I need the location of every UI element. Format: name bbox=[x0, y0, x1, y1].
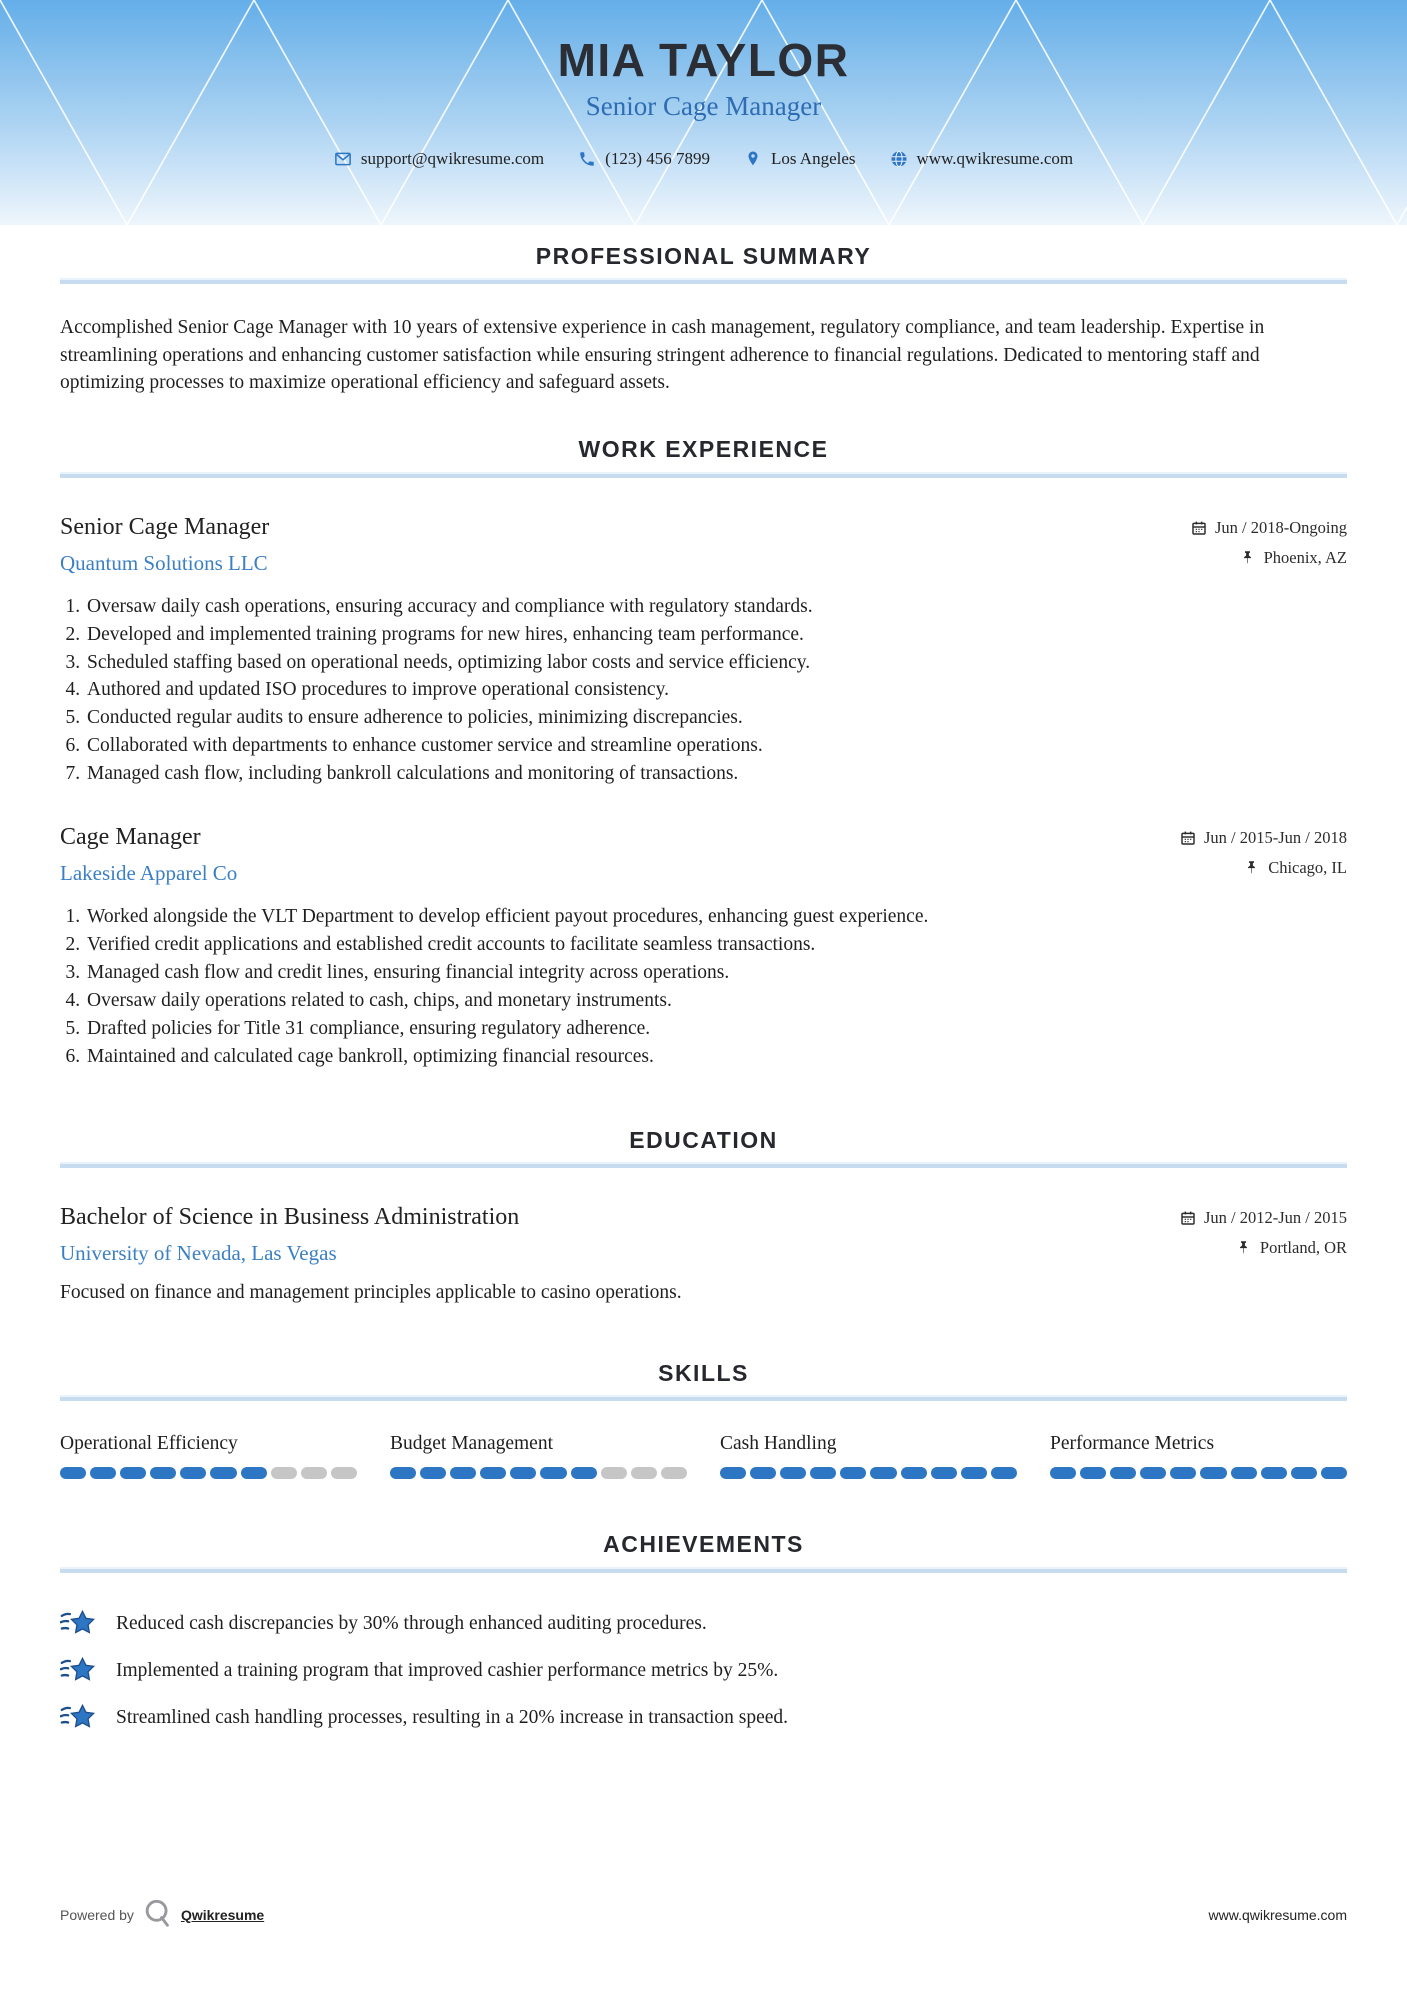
job-duty: 5. Drafted policies for Title 31 compliance, ensuring regulatory adherence. bbox=[85, 1016, 1347, 1043]
footer-website-link[interactable]: www.qwikresume.com bbox=[1208, 1907, 1347, 1923]
skill-name: Budget Management bbox=[390, 1433, 553, 1455]
skill-segment bbox=[510, 1467, 536, 1479]
skill-segment bbox=[631, 1467, 657, 1479]
person-job-title: Senior Cage Manager bbox=[585, 91, 822, 122]
skill-level-bar bbox=[60, 1467, 357, 1479]
achievement-text: Streamlined cash handling processes, resulting in a 20% increase in transaction speed. bbox=[116, 1706, 789, 1728]
achievement-text: Reduced cash discrepancies by 30% through enhanced auditing procedures. bbox=[116, 1612, 707, 1634]
job-duty: 2. Developed and implemented training programs for new hires, enhancing team performance. bbox=[85, 622, 1347, 649]
work-title: WORK EXPERIENCE bbox=[578, 436, 829, 463]
skill-segment bbox=[991, 1467, 1017, 1479]
job-duty: 4. Authored and updated ISO procedures to improve operational consistency. bbox=[85, 677, 1347, 704]
achievement-text: Implemented a training program that improved cashier performance metrics by 25%. bbox=[116, 1659, 779, 1681]
job-duty: 2. Verified credit applications and established credit accounts to facilitate seamless transactions. bbox=[85, 932, 1347, 959]
job-duty: 4. Oversaw daily operations related to cash, chips, and monetary instruments. bbox=[85, 988, 1347, 1015]
pushpin-icon bbox=[1236, 1240, 1252, 1256]
skill-segment bbox=[1231, 1467, 1257, 1479]
skill-segment bbox=[840, 1467, 866, 1479]
resume-body bbox=[0, 225, 1407, 1735]
skill-name: Operational Efficiency bbox=[60, 1433, 238, 1455]
job-duty-list bbox=[60, 594, 1347, 788]
calendar-icon bbox=[1180, 830, 1196, 846]
skill-level-bar bbox=[720, 1467, 1017, 1479]
skill-segment bbox=[390, 1467, 416, 1479]
skill-segment bbox=[1140, 1467, 1166, 1479]
skill-segment bbox=[301, 1467, 327, 1479]
section-divider bbox=[60, 1162, 1347, 1168]
skill-segment bbox=[1291, 1467, 1317, 1479]
skill-segment bbox=[720, 1467, 746, 1479]
achievements-title: ACHIEVEMENTS bbox=[603, 1531, 804, 1558]
achievement-item bbox=[60, 1607, 1347, 1641]
contact-website[interactable] bbox=[890, 149, 1074, 169]
job-duty: 1. Oversaw daily cash operations, ensuring accuracy and compliance with regulatory standards. bbox=[85, 594, 1347, 621]
job-duty: 3. Managed cash flow and credit lines, ensuring financial integrity across operations. bbox=[85, 960, 1347, 987]
skill-segment bbox=[1110, 1467, 1136, 1479]
education-dates: Jun / 2012-Jun / 2015 bbox=[1203, 1207, 1347, 1227]
skill-segment bbox=[90, 1467, 116, 1479]
skill-segment bbox=[60, 1467, 86, 1479]
job-duty: 6. Collaborated with departments to enhance customer service and streamline operations. bbox=[85, 733, 1347, 760]
skill-segment bbox=[1080, 1467, 1106, 1479]
summary-section-header bbox=[60, 243, 1347, 284]
skills-section-header bbox=[60, 1360, 1347, 1401]
skill-item bbox=[720, 1433, 1017, 1479]
contact-row bbox=[0, 149, 1407, 169]
section-divider bbox=[60, 278, 1347, 284]
contact-location-text: Los Angeles bbox=[770, 149, 856, 169]
skill-segment bbox=[901, 1467, 927, 1479]
job-location: Phoenix, AZ bbox=[1263, 547, 1347, 567]
skill-segment bbox=[1200, 1467, 1226, 1479]
skill-segment bbox=[480, 1467, 506, 1479]
job-entry bbox=[60, 514, 1347, 788]
calendar-icon bbox=[1191, 520, 1207, 536]
phone-icon bbox=[578, 150, 596, 168]
skill-segment bbox=[180, 1467, 206, 1479]
skill-segment bbox=[271, 1467, 297, 1479]
pushpin-icon bbox=[1244, 860, 1260, 876]
skill-segment bbox=[1050, 1467, 1076, 1479]
contact-phone-text: (123) 456 7899 bbox=[605, 149, 710, 169]
skill-segment bbox=[420, 1467, 446, 1479]
summary-text: Accomplished Senior Cage Manager with 10 years of extensive experience in cash management, regulatory compliance, and team leadership. Expertise in streamlining operations and enhancing customer satisfaction while ensuring stringent adherence to financial regulations. Dedicated to mentoring staff and optimizing processes to maximize operational efficiency and safeguard assets. bbox=[60, 317, 1265, 394]
job-company-link[interactable]: Lakeside Apparel Co bbox=[60, 861, 238, 886]
job-title: Cage Manager bbox=[60, 824, 201, 851]
skill-segment bbox=[1261, 1467, 1287, 1479]
job-company-link[interactable]: Quantum Solutions LLC bbox=[60, 550, 268, 575]
job-dates: Jun / 2018-Ongoing bbox=[1215, 517, 1347, 537]
page-footer bbox=[0, 1898, 1407, 1990]
education-title: EDUCATION bbox=[629, 1126, 778, 1153]
globe-icon bbox=[890, 150, 908, 168]
shooting-star-icon bbox=[60, 1654, 96, 1688]
skill-segment bbox=[571, 1467, 597, 1479]
skill-segment bbox=[780, 1467, 806, 1479]
job-duty: 5. Conducted regular audits to ensure adherence to policies, minimizing discrepancies. bbox=[85, 705, 1347, 732]
skill-segment bbox=[810, 1467, 836, 1479]
shooting-star-icon bbox=[60, 1701, 96, 1735]
job-dates: Jun / 2015-Jun / 2018 bbox=[1203, 828, 1347, 848]
contact-email[interactable] bbox=[334, 149, 544, 169]
skill-segment bbox=[540, 1467, 566, 1479]
education-location: Portland, OR bbox=[1259, 1237, 1347, 1257]
education-entry bbox=[60, 1204, 1347, 1304]
section-divider bbox=[60, 472, 1347, 478]
job-location: Chicago, IL bbox=[1268, 858, 1347, 878]
education-description: Focused on finance and management principles applicable to casino operations. bbox=[60, 1281, 682, 1303]
skills-title: SKILLS bbox=[658, 1359, 749, 1386]
skills-row bbox=[60, 1433, 1347, 1479]
skill-segment bbox=[120, 1467, 146, 1479]
job-duty-list bbox=[60, 904, 1347, 1070]
contact-email-text: support@qwikresume.com bbox=[360, 149, 545, 169]
job-title: Senior Cage Manager bbox=[60, 513, 270, 540]
job-entry bbox=[60, 824, 1347, 1070]
skill-level-bar bbox=[1050, 1467, 1347, 1479]
job-duty: 1. Worked alongside the VLT Department to develop efficient payout procedures, enhancing guest experience. bbox=[85, 904, 1347, 931]
job-duty: 6. Maintained and calculated cage bankroll, optimizing financial resources. bbox=[85, 1044, 1347, 1071]
job-duty: 3. Scheduled staffing based on operational needs, optimizing labor costs and service efficiency. bbox=[85, 650, 1347, 677]
skill-name: Cash Handling bbox=[720, 1433, 837, 1455]
shooting-star-icon bbox=[60, 1607, 96, 1641]
contact-website-text: www.qwikresume.com bbox=[916, 149, 1074, 169]
achievement-item bbox=[60, 1654, 1347, 1688]
skill-item bbox=[60, 1433, 357, 1479]
skill-segment bbox=[241, 1467, 267, 1479]
email-icon bbox=[334, 150, 352, 168]
summary-title: PROFESSIONAL SUMMARY bbox=[535, 243, 872, 269]
powered-by-label: Powered by bbox=[60, 1907, 134, 1923]
contact-phone[interactable] bbox=[578, 149, 710, 169]
job-duty: 7. Managed cash flow, including bankroll calculations and monitoring of transactions. bbox=[85, 761, 1347, 788]
skill-segment bbox=[870, 1467, 896, 1479]
achievement-item bbox=[60, 1701, 1347, 1735]
contact-location bbox=[744, 149, 856, 169]
work-section-header bbox=[60, 436, 1347, 477]
section-divider bbox=[60, 1395, 1347, 1401]
skill-segment bbox=[450, 1467, 476, 1479]
achievements-list bbox=[60, 1607, 1347, 1735]
skill-level-bar bbox=[390, 1467, 687, 1479]
education-section-header bbox=[60, 1127, 1347, 1168]
qwikresume-logo bbox=[144, 1898, 171, 1932]
skill-segment bbox=[1321, 1467, 1347, 1479]
skill-segment bbox=[331, 1467, 357, 1479]
header-banner bbox=[0, 0, 1407, 225]
skill-segment bbox=[750, 1467, 776, 1479]
skill-segment bbox=[601, 1467, 627, 1479]
location-pin-icon bbox=[744, 150, 762, 168]
skill-item bbox=[390, 1433, 687, 1479]
calendar-icon bbox=[1180, 1210, 1196, 1226]
school-link[interactable]: University of Nevada, Las Vegas bbox=[60, 1240, 337, 1265]
skill-item bbox=[1050, 1433, 1347, 1479]
skill-segment bbox=[931, 1467, 957, 1479]
degree-title: Bachelor of Science in Business Administration bbox=[60, 1203, 520, 1230]
skill-segment bbox=[961, 1467, 987, 1479]
person-name: MIA TAYLOR bbox=[557, 34, 850, 86]
skill-name: Performance Metrics bbox=[1050, 1433, 1215, 1455]
skill-segment bbox=[210, 1467, 236, 1479]
achievements-section-header bbox=[60, 1531, 1347, 1572]
pushpin-icon bbox=[1240, 550, 1256, 566]
qwikresume-brand-link[interactable]: Qwikresume bbox=[180, 1907, 265, 1923]
skill-segment bbox=[1170, 1467, 1196, 1479]
skill-segment bbox=[150, 1467, 176, 1479]
section-divider bbox=[60, 1567, 1347, 1573]
skill-segment bbox=[661, 1467, 687, 1479]
